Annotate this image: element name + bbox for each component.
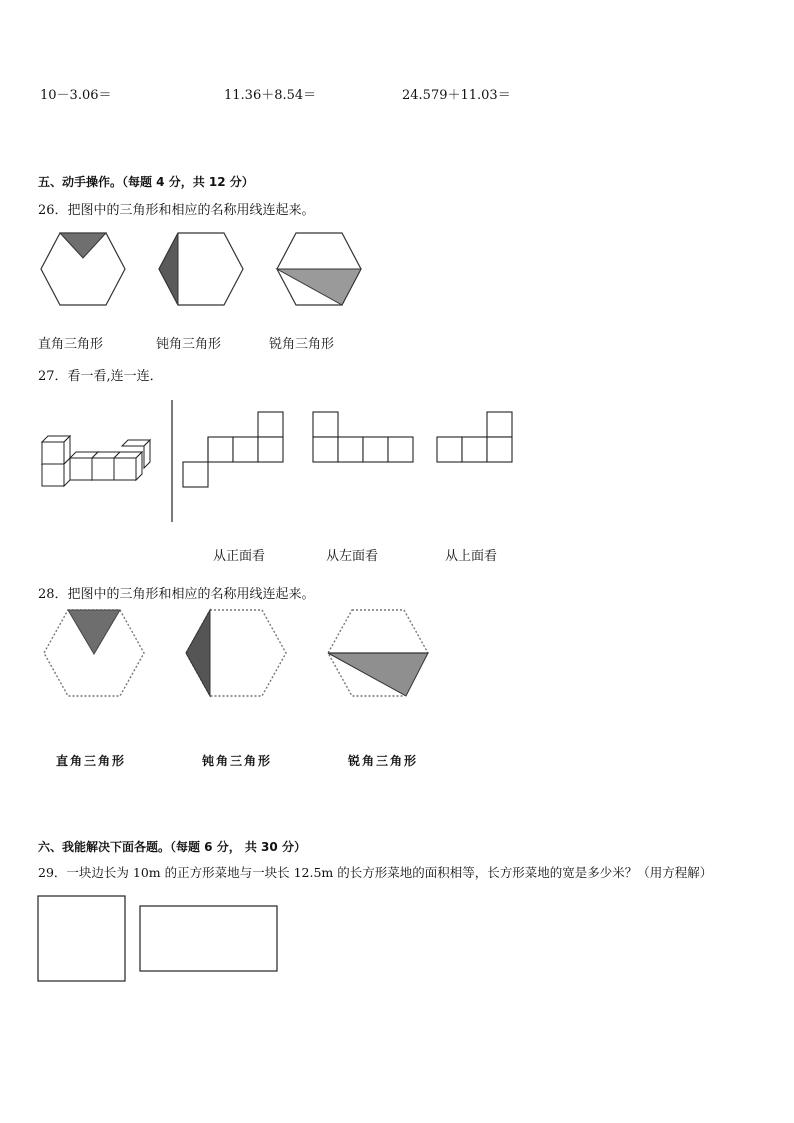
cube-arrangement-3d: [40, 434, 155, 492]
q26-label-right: 直角三角形: [38, 337, 104, 352]
q28-label-right: 直角三角形: [56, 754, 127, 768]
question-26: 26．把图中的三角形和相应的名称用线连起来。: [38, 203, 315, 218]
q26-hexagon-acute-triangle: [274, 230, 364, 308]
question-28: 28．把图中的三角形和相应的名称用线连起来。: [38, 587, 315, 602]
view-grid-2: [312, 411, 414, 465]
view-label-front: 从正面看: [213, 549, 266, 564]
section-5-title: 五、动手操作。（每题 4 分，共 12 分）: [38, 175, 254, 189]
square-field-diagram: [37, 895, 127, 983]
question-27: 27．看一看,连一连．: [38, 369, 163, 384]
view-label-left: 从左面看: [326, 549, 379, 564]
expression-2: 11.36＋8.54＝: [224, 88, 317, 103]
q28-hexagon-obtuse-triangle: [184, 608, 288, 698]
q28-hexagon-right-triangle: [42, 608, 146, 698]
q28-hexagon-acute-triangle: [326, 608, 430, 698]
q26-label-acute: 锐角三角形: [269, 337, 335, 352]
q26-hexagon-right-triangle: [38, 230, 128, 308]
view-grid-3: [436, 411, 514, 465]
rectangle-field-diagram: [139, 905, 279, 973]
section-6-title: 六、我能解决下面各题。（每题 6 分， 共 30 分）: [38, 840, 306, 854]
q26-hexagon-obtuse-triangle: [156, 230, 246, 308]
view-grid-1: [183, 411, 285, 491]
expression-3: 24.579＋11.03＝: [402, 88, 511, 103]
view-label-top: 从上面看: [445, 549, 498, 564]
q26-label-obtuse: 钝角三角形: [156, 337, 222, 352]
q28-label-obtuse: 钝角三角形: [202, 754, 273, 768]
question-29: 29．一块边长为 10m 的正方形菜地与一块长 12.5m 的长方形菜地的面积相等，长方形菜地的宽是多少米？（用方程解）: [38, 865, 713, 880]
vertical-divider: [170, 400, 174, 522]
q28-label-acute: 锐角三角形: [348, 754, 419, 768]
expression-1: 10－3.06＝: [40, 88, 112, 103]
